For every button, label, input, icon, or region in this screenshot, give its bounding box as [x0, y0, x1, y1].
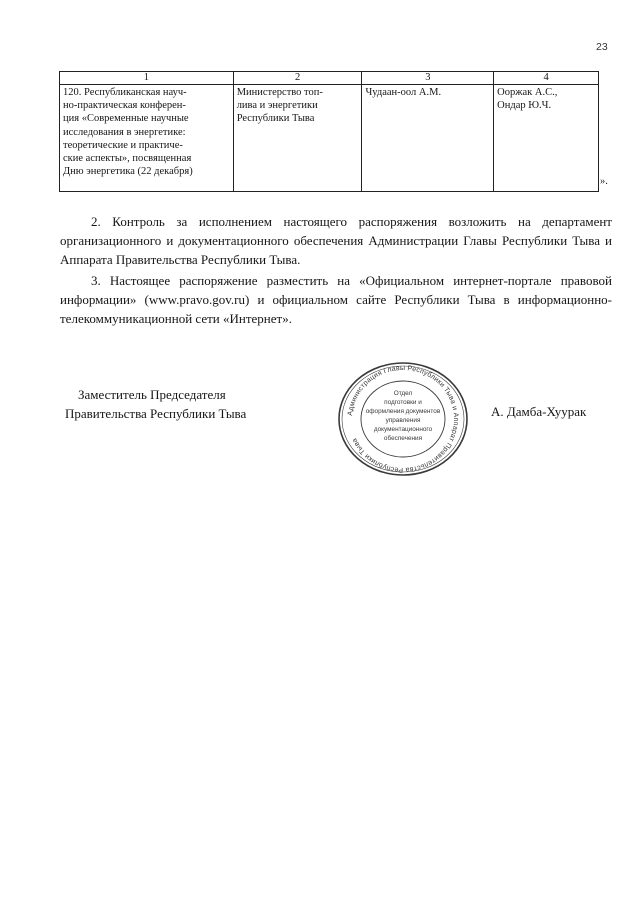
responsible-cell: Чудаан-оол А.М. [362, 85, 494, 192]
event-cell: 120. Республиканская науч- но-практическая конферен- ция «Современные научные исследования в энергетике: теоретические и практиче- ские аспекты», посвященная Дню энергетика (22 декабря) [60, 85, 234, 192]
official-seal-stamp [336, 361, 470, 477]
column-header-4: 4 [494, 72, 599, 85]
paragraph-publication: 3. Настоящее распоряжение разместить на «Официальном интернет-портале правовой информации» (www.pravo.gov.ru) и официальном сайте Республики Тыва в информационно-телекоммуникационной сети «Интернет». [60, 272, 612, 327]
executors-cell: Ооржак А.С., Ондар Ю.Ч. [494, 85, 599, 192]
seal-inner-line-3: оформления документов [365, 408, 441, 415]
column-header-1: 1 [60, 72, 234, 85]
table-header-row [60, 72, 599, 85]
seal-inner-line-4: управления [385, 417, 421, 424]
seal-outer-text: Администрация Главы Республики Тыва и Аппарат Правительства Республики Тыва [347, 364, 460, 474]
document-body [60, 212, 612, 329]
page-number: 23 [596, 41, 608, 53]
signatory-position-line2: Правительства Республики Тыва [65, 406, 247, 421]
ministry-cell: Министерство топ- лива и энергетики Республики Тыва [233, 85, 362, 192]
schedule-table [59, 71, 599, 192]
seal-inner-line-5: документационного [373, 426, 433, 433]
table-row [60, 85, 599, 192]
column-header-3: 3 [362, 72, 494, 85]
signer-name: А. Дамба-Хуурак [491, 404, 587, 419]
seal-inner-line-1: Отдел [393, 390, 413, 397]
signatory-position [65, 385, 246, 423]
table-closing-quote: ». [600, 176, 608, 187]
paragraph-control: 2. Контроль за исполнением настоящего распоряжения возложить на департамент организационного и документационного обеспечения Администрации Главы Республики Тыва и Аппарата Правительства Республики Тыва. [60, 214, 612, 268]
signatory-position-line1: Заместитель Председателя [78, 387, 226, 402]
seal-inner-line-6: обеспечения [383, 435, 423, 442]
seal-inner-line-2: подготовки и [384, 399, 422, 406]
column-header-2: 2 [233, 72, 362, 85]
